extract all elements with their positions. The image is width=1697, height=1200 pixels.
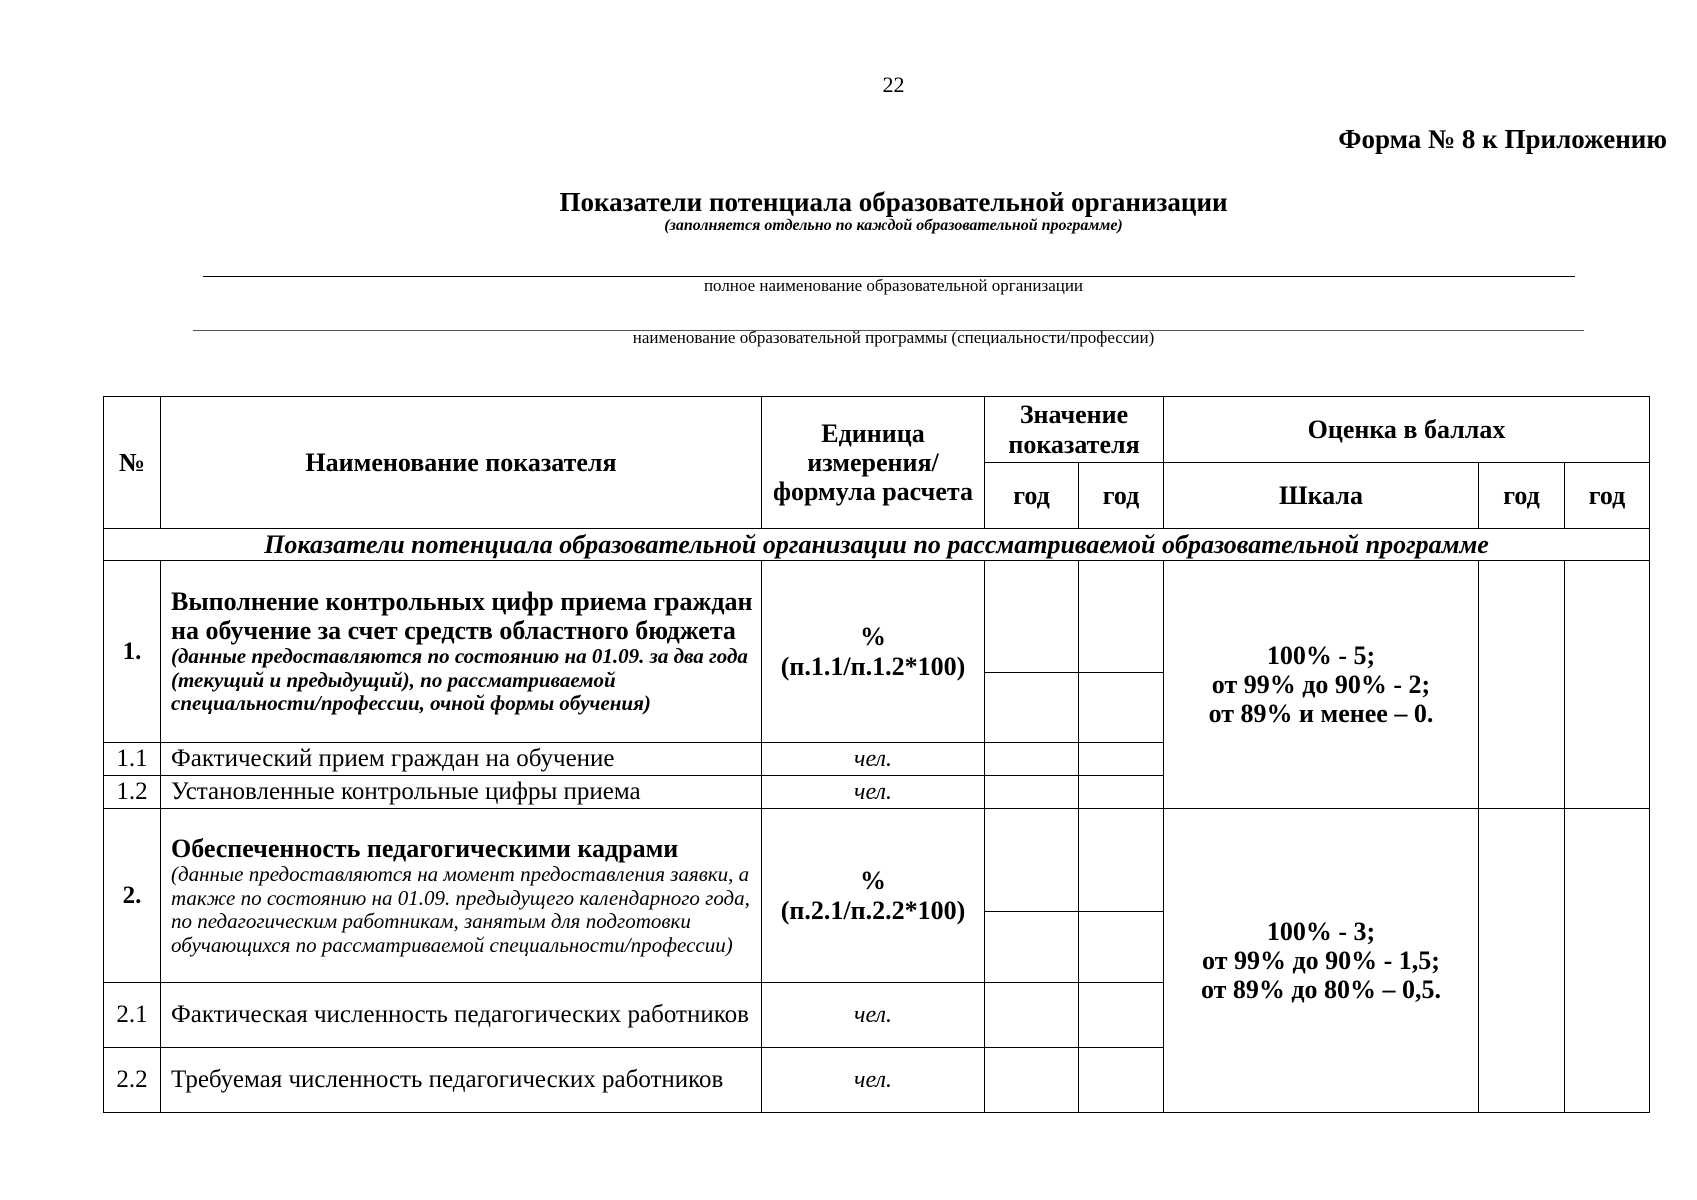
row-name-2-1: Фактическая численность педагогических работников [161, 983, 762, 1048]
row-2-2-value-year-2[interactable] [1079, 1048, 1164, 1113]
indicator-2-scale [1164, 809, 1479, 1113]
indicator-2-unit-symbol: % [860, 866, 886, 896]
indicator-2-score-year-1[interactable] [1479, 809, 1565, 1113]
row-1-1-value-year-1[interactable] [985, 743, 1079, 776]
indicator-2-score-year-2[interactable] [1565, 809, 1650, 1113]
row-2-1-value-year-1[interactable] [985, 983, 1079, 1048]
row-name-1-1: Фактический прием граждан на обучение [161, 743, 762, 776]
indicator-1-score-year-1[interactable] [1479, 561, 1565, 809]
indicator-2-note: (данные предоставляются на момент предоставления заявки, а также по состоянию на 01.09. предыдущего календарного года, по педагогическим работникам, занятым для подготовки обучающихся по рассматриваемой специальности/профессии) [171, 862, 750, 957]
header-num: № [104, 397, 161, 529]
header-scale: Шкала [1164, 463, 1479, 529]
indicator-1-unit-symbol: % [860, 622, 886, 652]
indicator-1-formula: (п.1.1/п.1.2*100) [780, 651, 966, 681]
indicator-1-title: Выполнение контрольных цифр приема граждан на обучение за счет средств областного бюджета [171, 587, 753, 646]
row-name-1-2: Установленные контрольные цифры приема [161, 776, 762, 809]
row-num-1-2: 1.2 [104, 776, 161, 809]
row-unit-2-2: чел. [762, 1048, 985, 1113]
row-num-2: 2. [104, 809, 161, 983]
indicator-2-title: Обеспеченность педагогическими кадрами [171, 833, 679, 863]
row-num-1: 1. [104, 561, 161, 743]
indicator-2-formula: (п.2.1/п.2.2*100) [780, 895, 966, 925]
indicator-1-value-year-1a[interactable] [985, 561, 1079, 673]
page-number: 22 [882, 72, 905, 97]
indicator-2-unit [762, 809, 985, 983]
row-num-1-1: 1.1 [104, 743, 161, 776]
document-subtitle: (заполняется отдельно по каждой образовательной программе) [664, 217, 1123, 234]
indicator-1-unit [762, 561, 985, 743]
indicator-2-scale-line: от 89% до 80% – 0,5. [1200, 975, 1442, 1005]
org-name-caption: полное наименование образовательной организации [703, 276, 1084, 295]
indicator-1-scale-line: от 89% и менее – 0. [1208, 699, 1434, 729]
row-1-2-value-year-2[interactable] [1079, 776, 1164, 809]
header-name: Наименование показателя [161, 397, 762, 529]
document-title: Показатели потенциала образовательной организации [559, 187, 1228, 217]
indicator-1-scale-line: от 99% до 90% - 2; [1211, 669, 1431, 699]
header-value-year-2: год [1079, 463, 1164, 529]
indicator-1-value-year-2a[interactable] [1079, 561, 1164, 673]
header-score-year-2: год [1565, 463, 1650, 529]
indicator-2-scale-line: от 99% до 90% - 1,5; [1202, 945, 1440, 975]
header-score: Оценка в баллах [1164, 397, 1650, 463]
row-unit-1-2: чел. [762, 776, 985, 809]
indicator-1-score-year-2[interactable] [1565, 561, 1650, 809]
indicators-table [103, 396, 1650, 1113]
indicator-2-value-year-1b[interactable] [985, 912, 1079, 983]
row-unit-2-1: чел. [762, 983, 985, 1048]
indicator-1-scale [1164, 561, 1479, 809]
indicator-1-scale-line: 100% - 5; [1266, 640, 1376, 670]
row-2-2-value-year-1[interactable] [985, 1048, 1079, 1113]
row-num-2-1: 2.1 [104, 983, 161, 1048]
row-1-1-value-year-2[interactable] [1079, 743, 1164, 776]
indicator-1-note: (данные предоставляются по состоянию на 01.09. за два года (текущий и предыдущий), по рассматриваемой специальности/профессии, очной формы обучения) [171, 644, 748, 716]
form-label: Форма № 8 к Приложению [1338, 124, 1667, 154]
indicator-2-value-year-2a[interactable] [1079, 809, 1164, 912]
row-num-2-2: 2.2 [104, 1048, 161, 1113]
section-heading: Показатели потенциала образовательной организации по рассматриваемой образовательной программе [104, 529, 1650, 561]
indicator-2-name [161, 809, 762, 983]
program-name-caption: наименование образовательной программы (специальности/профессии) [632, 328, 1155, 347]
row-2-1-value-year-2[interactable] [1079, 983, 1164, 1048]
row-1-2-value-year-1[interactable] [985, 776, 1079, 809]
indicator-1-value-year-2b[interactable] [1079, 673, 1164, 743]
indicator-2-value-year-2b[interactable] [1079, 912, 1164, 983]
indicator-1-name [161, 561, 762, 743]
indicator-1-value-year-1b[interactable] [985, 673, 1079, 743]
header-value: Значение показателя [985, 397, 1164, 463]
indicator-2-scale-line: 100% - 3; [1266, 916, 1376, 946]
row-name-2-2: Требуемая численность педагогических работников [161, 1048, 762, 1113]
header-score-year-1: год [1479, 463, 1565, 529]
indicator-2-value-year-1a[interactable] [985, 809, 1079, 912]
header-unit: Единица измерения/ формула расчета [762, 397, 985, 529]
header-value-year-1: год [985, 463, 1079, 529]
row-unit-1-1: чел. [762, 743, 985, 776]
